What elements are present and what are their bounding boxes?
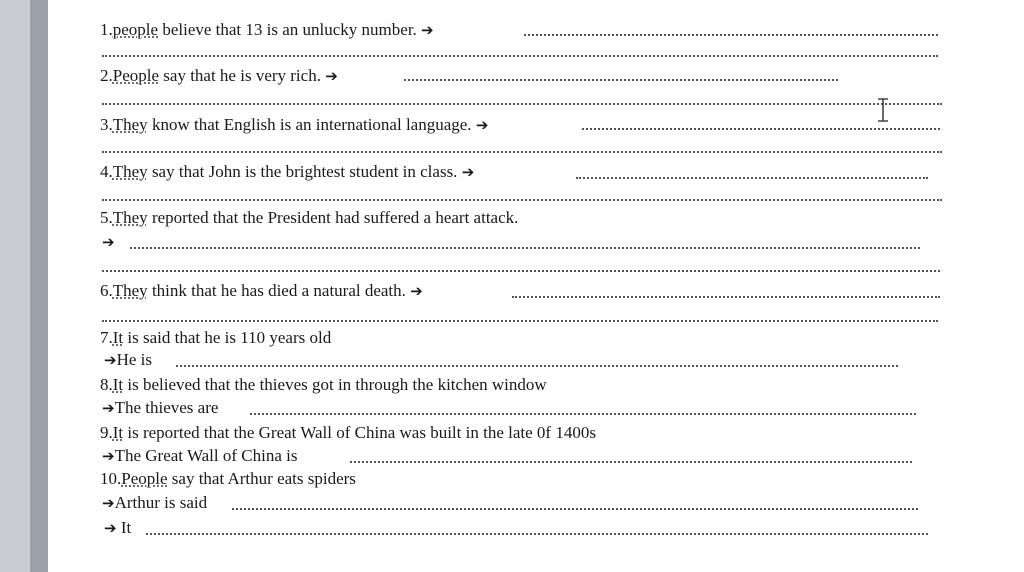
question-text: is said that he is 110 years old (123, 328, 332, 347)
left-margin-shadow (30, 0, 48, 572)
question-3 (100, 115, 488, 135)
question-subject: They (112, 281, 148, 300)
answer-5 (102, 232, 115, 252)
answer-blank-1b[interactable] (102, 55, 938, 57)
question-subject: people (112, 20, 159, 39)
question-number: 6. (100, 281, 113, 300)
answer-blank-7[interactable] (176, 365, 898, 367)
question-number: 5. (100, 208, 113, 227)
question-subject: It (112, 328, 124, 347)
arrow-icon: ➔ (325, 67, 338, 85)
answer-lead: He is (116, 350, 152, 369)
question-5 (100, 208, 518, 228)
arrow-icon: ➔ (421, 21, 434, 39)
answer-10a (102, 493, 207, 513)
answer-blank-4b[interactable] (102, 199, 942, 201)
question-number: 1. (100, 20, 113, 39)
answer-blank-9[interactable] (350, 461, 912, 463)
question-number: 2. (100, 66, 113, 85)
question-10 (100, 469, 356, 489)
answer-9 (102, 446, 298, 466)
question-text: say that Arthur eats spiders (167, 469, 356, 488)
arrow-icon: ➔ (475, 116, 489, 134)
question-subject: They (112, 162, 148, 181)
arrow-icon: ➔ (104, 519, 117, 537)
arrow-icon: ➔ (102, 233, 115, 251)
question-text: know that English is an international language. (147, 115, 476, 134)
question-subject: It (112, 375, 124, 394)
question-number: 4. (100, 162, 113, 181)
answer-blank-1a[interactable] (524, 34, 938, 36)
arrow-icon: ➔ (102, 399, 115, 417)
question-number: 3. (100, 115, 113, 134)
arrow-icon: ➔ (104, 351, 117, 369)
arrow-icon: ➔ (410, 282, 423, 300)
question-number: 7. (100, 328, 113, 347)
question-text: say that he is very rich. (159, 66, 326, 85)
answer-blank-10a[interactable] (232, 508, 918, 510)
question-subject: They (112, 115, 148, 134)
question-7 (100, 328, 331, 348)
question-subject: People (112, 66, 160, 85)
answer-blank-3a[interactable] (582, 128, 940, 130)
question-subject: It (112, 423, 124, 442)
answer-blank-3b[interactable] (102, 151, 942, 153)
arrow-icon: ➔ (461, 163, 475, 181)
question-number: 10. (100, 469, 122, 488)
question-text: think that he has died a natural death. (147, 281, 411, 300)
answer-blank-4a[interactable] (576, 177, 928, 179)
question-9 (100, 423, 596, 443)
answer-blank-5a[interactable] (130, 247, 920, 249)
answer-8 (102, 398, 218, 418)
answer-blank-6b[interactable] (102, 320, 938, 322)
question-text: reported that the President had suffered a heart attack. (147, 208, 519, 227)
question-number: 9. (100, 423, 113, 442)
answer-lead: The thieves are (114, 398, 219, 417)
question-1 (100, 20, 434, 40)
answer-blank-10b[interactable] (146, 533, 928, 535)
answer-blank-5b[interactable] (102, 270, 940, 272)
question-6 (100, 281, 423, 301)
question-text: is reported that the Great Wall of China was built in the late 0f 1400s (123, 423, 596, 442)
answer-lead: It (116, 518, 132, 537)
answer-blank-8[interactable] (250, 413, 916, 415)
answer-lead: The Great Wall of China is (114, 446, 298, 465)
arrow-icon: ➔ (102, 447, 115, 465)
question-4 (100, 162, 474, 182)
answer-blank-6a[interactable] (512, 296, 940, 298)
answer-blank-2b[interactable] (102, 103, 942, 105)
text-cursor-icon (877, 98, 889, 122)
question-number: 8. (100, 375, 113, 394)
arrow-icon: ➔ (102, 494, 115, 512)
question-text: say that John is the brightest student in class. (147, 162, 462, 181)
answer-7 (104, 350, 152, 370)
document-page[interactable] (48, 0, 1024, 572)
answer-lead: Arthur is said (114, 493, 208, 512)
answer-blank-2a[interactable] (404, 79, 838, 81)
question-8 (100, 375, 547, 395)
answer-10b (104, 518, 131, 538)
question-subject: They (112, 208, 148, 227)
question-text: is believed that the thieves got in through the kitchen window (123, 375, 547, 394)
question-subject: People (121, 469, 168, 488)
question-text: believe that 13 is an unlucky number. (158, 20, 422, 39)
question-2 (100, 66, 338, 86)
